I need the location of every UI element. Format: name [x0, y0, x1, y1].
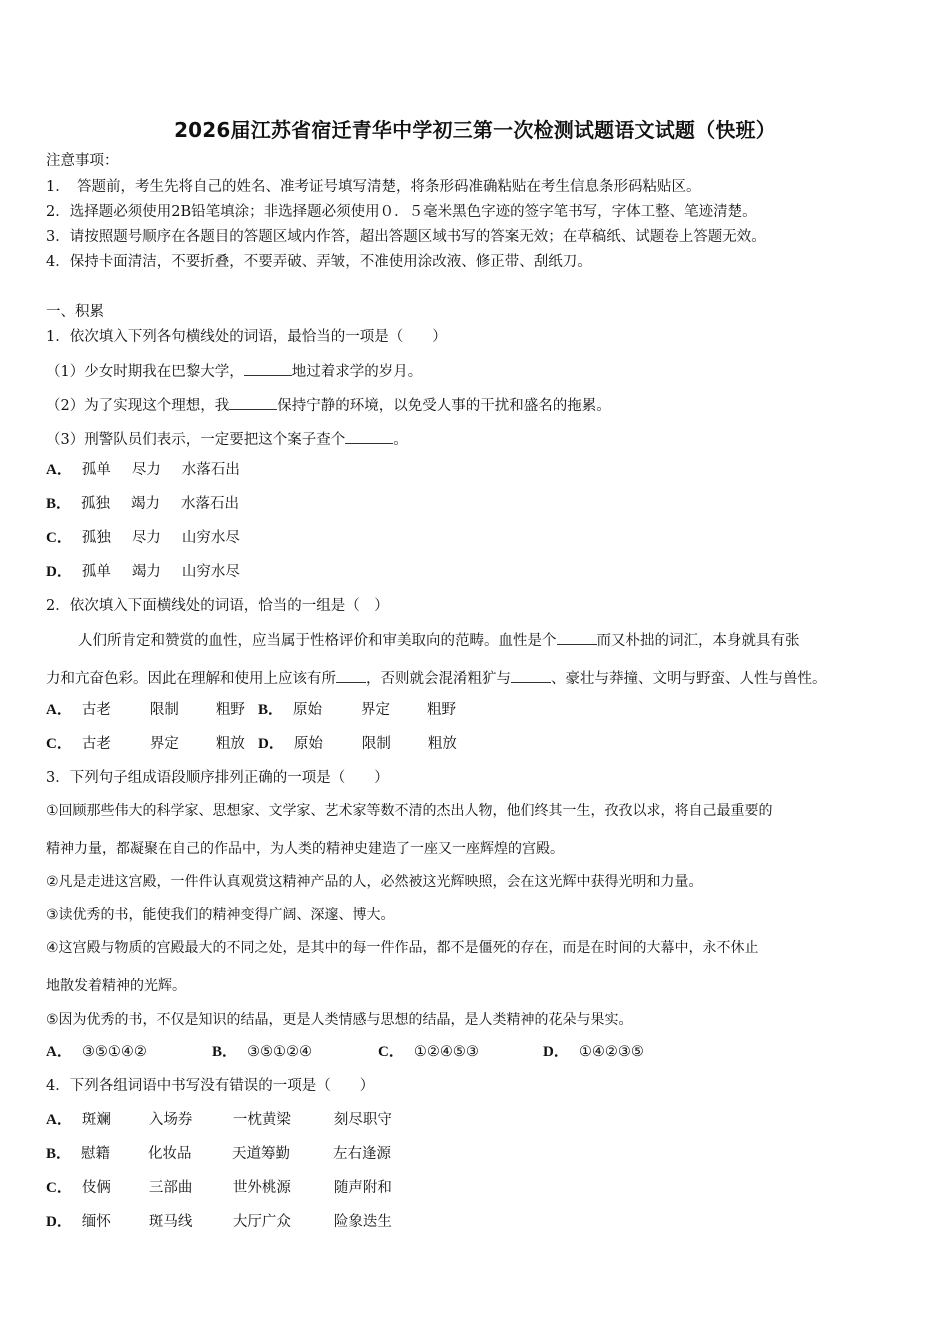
q3-sentence-5: ⑤因为优秀的书，不仅是知识的结晶，更是人类情感与思想的结晶，是人类精神的花朵与果实。 [46, 1012, 633, 1028]
page-title: 2026届江苏省宿迁青华中学初三第一次检测试题语文试题（快班） [174, 118, 776, 142]
q3-sentence-2: ②凡是走进这宫殿，一件件认真观赏这精神产品的人，必然被这光辉映照，会在这光辉中获得光明和力量。 [46, 874, 703, 890]
q3-stem: 3．下列句子组成语段顺序排列正确的一项是（ ） [46, 770, 389, 786]
q1-sentence-2 [46, 395, 611, 415]
q4-stem: 4．下列各组词语中书写没有错误的一项是（ ） [46, 1078, 375, 1094]
q1-option-a[interactable]: A． 孤单 尽力 水落石出 [46, 462, 240, 478]
q4-option-b[interactable]: B． 慰籍 化妆品 天道筹勤 左右逢源 [46, 1146, 392, 1162]
q2-paragraph-line-2: 力和亢奋色彩。因此在理解和使用上应该有所 ，否则就会混淆粗犷与 、豪壮与莽撞、文明与野蛮、人性与兽性。 [46, 668, 827, 688]
q3-sentence-4b: 地散发着精神的光辉。 [46, 978, 186, 994]
q1-sentence-1 [46, 361, 422, 381]
notice-item-3: 3．请按照题号顺序在各题目的答题区域内作答，超出答题区域书写的答案无效；在草稿纸、试题卷上答题无效。 [46, 229, 766, 245]
q1-option-c[interactable]: C． 孤独 尽力 山穷水尽 [46, 530, 240, 546]
q4-option-a[interactable]: A． 斑斓 入场券 一枕黄梁 刻尽职守 [46, 1112, 392, 1128]
q2-paragraph-line-1: 人们所肯定和赞赏的血性，应当属于性格评价和审美取向的范畴。血性是个 而又朴拙的词汇，本身就具有张 [78, 630, 800, 650]
q3-sentence-1a: ①回顾那些伟大的科学家、思想家、文学家、艺术家等数不清的杰出人物，他们终其一生，孜孜以求，将自己最重要的 [46, 803, 773, 819]
q1-s3-pre: （3）刑警队员们表示，一定要把这个案子查个 [46, 432, 346, 448]
q3-option-a[interactable]: A． ③⑤①④② [46, 1044, 147, 1060]
q2-option-a[interactable]: A． 古老 限制 粗野 [46, 702, 245, 718]
notice-item-1: 1． 答题前，考生先将自己的姓名、准考证号填写清楚，将条形码准确粘贴在考生信息条形码粘贴区。 [46, 179, 701, 195]
q3-option-d[interactable]: D． ①④②③⑤ [543, 1044, 644, 1060]
notice-heading: 注意事项： [46, 153, 119, 169]
section-heading: 一、积累 [46, 304, 104, 320]
q1-s1-pre: （1）少女时期我在巴黎大学， [46, 364, 244, 380]
q3-sentence-1b: 精神力量，都凝聚在自己的作品中，为人类的精神史建造了一座又一座辉煌的宫殿。 [46, 841, 564, 857]
q1-option-d[interactable]: D． 孤单 竭力 山穷水尽 [46, 564, 240, 580]
q3-option-c[interactable]: C． ①②④⑤③ [378, 1044, 479, 1060]
q2-stem: 2．依次填入下面横线处的词语，恰当的一组是（ ） [46, 598, 389, 614]
fill-blank [345, 429, 393, 444]
q1-stem: 1．依次填入下列各句横线处的词语，最恰当的一项是（ ） [46, 329, 447, 345]
q1-s2-post: 保持宁静的环境，以免受人事的干扰和盛名的拖累。 [277, 398, 611, 414]
q1-s3-post: 。 [393, 432, 408, 448]
fill-blank [336, 668, 366, 683]
q2-option-c[interactable]: C． 古老 界定 粗放 [46, 736, 245, 752]
fill-blank [557, 630, 597, 645]
notice-item-2: 2．选择题必须使用2B铅笔填涂；非选择题必须使用０．５毫米黑色字迹的签字笔书写，字体工整、笔迹清楚。 [46, 204, 757, 220]
q4-option-d[interactable]: D． 缅怀 斑马线 大厅广众 险象迭生 [46, 1214, 392, 1230]
q4-option-c[interactable]: C． 伎俩 三部曲 世外桃源 随声附和 [46, 1180, 392, 1196]
q1-option-b[interactable]: B． 孤独 竭力 水落石出 [46, 496, 240, 512]
fill-blank [511, 668, 551, 683]
q1-sentence-3 [46, 429, 408, 449]
fill-blank [244, 361, 292, 376]
q2-option-b[interactable]: B． 原始 界定 粗野 [258, 702, 457, 718]
fill-blank [229, 395, 277, 410]
q1-s2-pre: （2）为了实现这个理想，我 [46, 398, 230, 414]
q2-option-d[interactable]: D． 原始 限制 粗放 [258, 736, 457, 752]
q3-sentence-4a: ④这宫殿与物质的宫殿最大的不同之处，是其中的每一件作品，都不是僵死的存在，而是在时间的大幕中，永不休止 [46, 940, 759, 956]
q1-s1-post: 地过着求学的岁月。 [291, 364, 423, 380]
q3-option-b[interactable]: B． ③⑤①②④ [212, 1044, 313, 1060]
q3-sentence-3: ③读优秀的书，能使我们的精神变得广阔、深邃、博大。 [46, 907, 395, 923]
notice-item-4: 4．保持卡面清洁，不要折叠，不要弄破、弄皱，不准使用涂改液、修正带、刮纸刀。 [46, 254, 592, 270]
